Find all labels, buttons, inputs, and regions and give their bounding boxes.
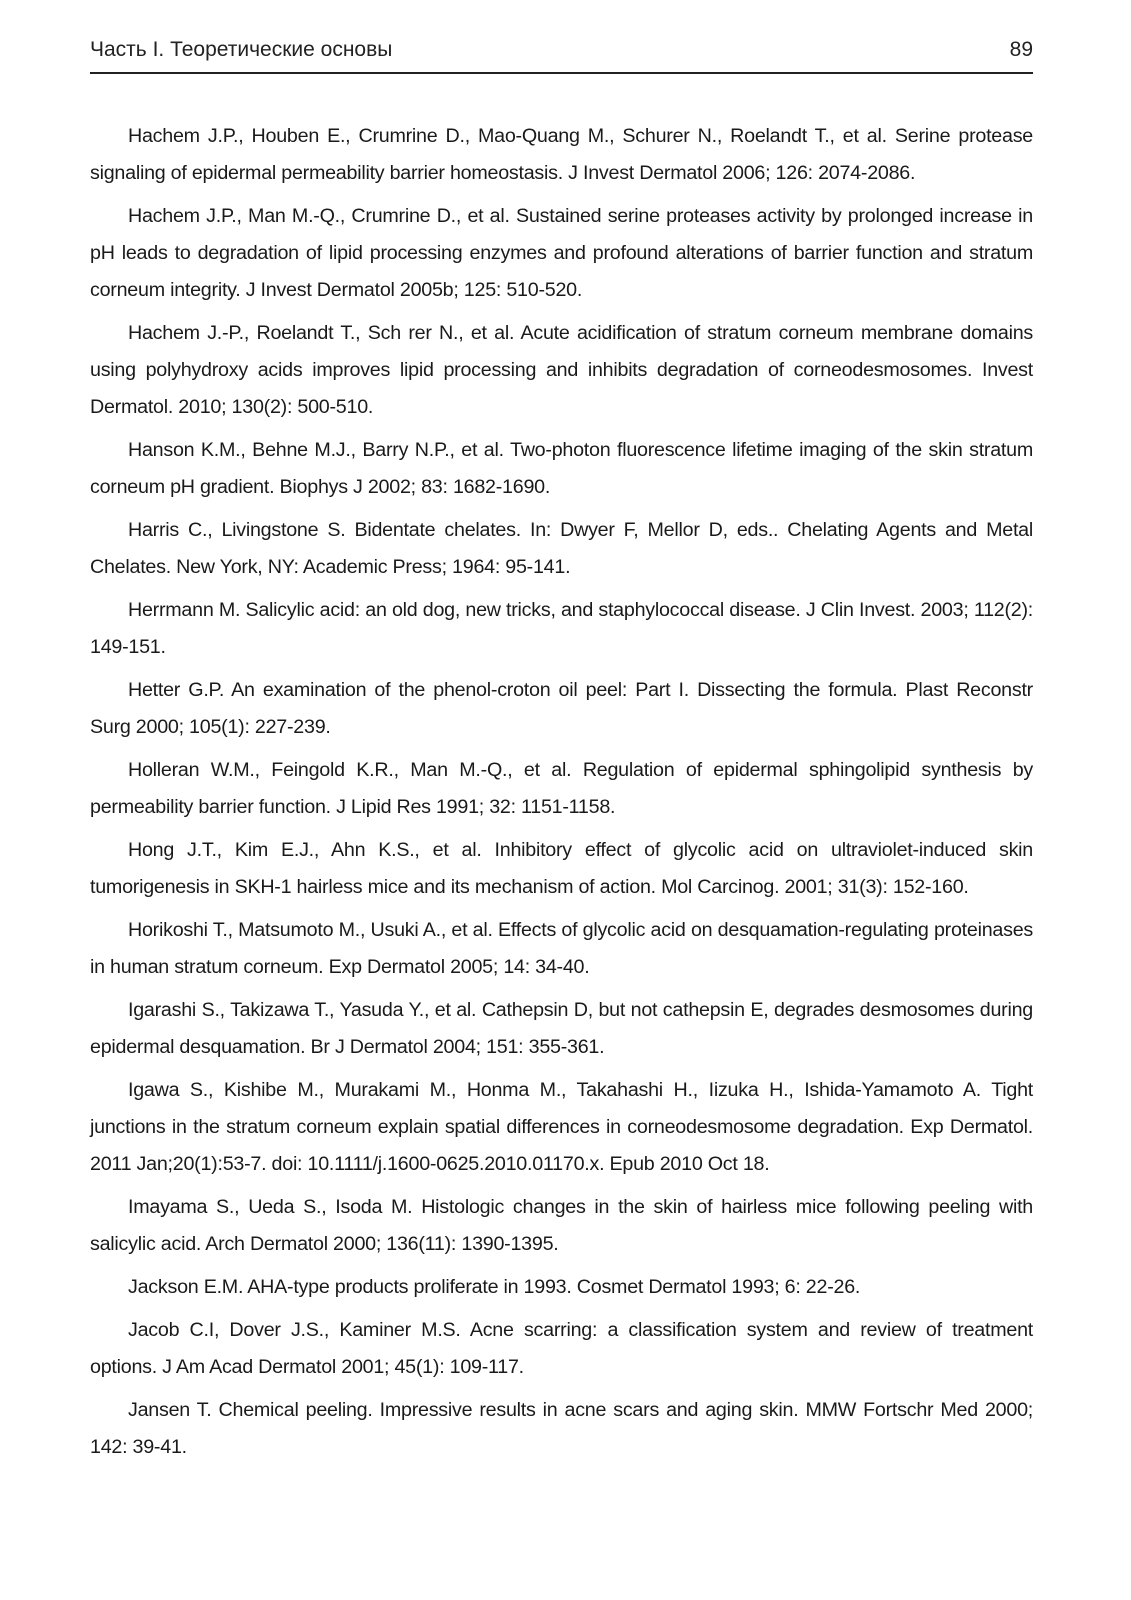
reference-list [90, 118, 1033, 1472]
reference-item: Imayama S., Ueda S., Isoda M. Histologic changes in the skin of hairless mice following peeling with salicylic acid. Arch Dermatol 2000; 136(11): 1390-1395. [90, 1196, 1033, 1255]
header-rule [90, 72, 1033, 74]
reference-item: Harris C., Livingstone S. Bidentate chelates. In: Dwyer F, Mellor D, eds.. Chelating Agents and Metal Chelates. New York, NY: Academic Press; 1964: 95-141. [90, 519, 1033, 578]
reference-item: Jansen T. Chemical peeling. Impressive results in acne scars and aging skin. MMW Fortschr Med 2000; 142: 39-41. [90, 1399, 1033, 1458]
section-title: Часть I. Теоретические основы [90, 38, 393, 61]
reference-item: Hanson K.M., Behne M.J., Barry N.P., et al. Two-photon fluorescence lifetime imaging of the skin stratum corneum pH gradient. Biophys J 2002; 83: 1682-1690. [90, 439, 1033, 498]
reference-item: Horikoshi T., Matsumoto M., Usuki A., et al. Effects of glycolic acid on desquamation-regulating proteinases in human stratum corneum. Exp Dermatol 2005; 14: 34-40. [90, 919, 1033, 978]
reference-item: Jacob C.I, Dover J.S., Kaminer M.S. Acne scarring: a classification system and review of treatment options. J Am Acad Dermatol 2001; 45(1): 109-117. [90, 1319, 1033, 1378]
reference-item: Holleran W.M., Feingold K.R., Man M.-Q., et al. Regulation of epidermal sphingolipid synthesis by permeability barrier function. J Lipid Res 1991; 32: 1151-1158. [90, 759, 1033, 818]
page-number: 89 [1009, 38, 1033, 61]
reference-item: Jackson E.M. AHA-type products proliferate in 1993. Cosmet Dermatol 1993; 6: 22-26. [128, 1276, 861, 1298]
reference-item: Hetter G.P. An examination of the phenol-croton oil peel: Part I. Dissecting the formula. Plast Reconstr Surg 2000; 105(1): 227-239. [90, 679, 1033, 738]
reference-item: Hachem J.P., Houben E., Crumrine D., Mao-Quang M., Schurer N., Roelandt T., et al. Serine protease signaling of epidermal permeability barrier homeostasis. J Invest Dermatol 2006; 126: 2074-2086. [90, 125, 1033, 184]
reference-item: Igawa S., Kishibe M., Murakami M., Honma M., Takahashi H., Iizuka H., Ishida-Yamamoto A. Tight junctions in the stratum corneum explain spatial differences in corneodesmosome degradation. Exp Dermatol. 2011 Jan;20(1):53-7. doi: 10.1111/j.1600-0625.2010.01170.x. Epub 2010 Oct 18. [90, 1079, 1033, 1175]
running-header [90, 30, 1033, 70]
reference-item: Hong J.T., Kim E.J., Ahn K.S., et al. Inhibitory effect of glycolic acid on ultraviolet-induced skin tumorigenesis in SKH-1 hairless mice and its mechanism of action. Mol Carcinog. 2001; 31(3): 152-160. [90, 839, 1033, 898]
reference-item: Hachem J.P., Man M.-Q., Crumrine D., et al. Sustained serine proteases activity by prolonged increase in pH leads to degradation of lipid processing enzymes and profound alterations of barrier function and stratum corneum integrity. J Invest Dermatol 2005b; 125: 510-520. [90, 205, 1033, 301]
reference-item: Hachem J.-P., Roelandt T., Sch rer N., et al. Acute acidification of stratum corneum membrane domains using polyhydroxy acids improves lipid processing and inhibits degradation of corneodesmosomes. Invest Dermatol. 2010; 130(2): 500-510. [90, 322, 1033, 418]
reference-item: Herrmann M. Salicylic acid: an old dog, new tricks, and staphylococcal disease. J Clin Invest. 2003; 112(2): 149-151. [90, 599, 1033, 658]
reference-item: Igarashi S., Takizawa T., Yasuda Y., et al. Cathepsin D, but not cathepsin E, degrades desmosomes during epidermal desquamation. Br J Dermatol 2004; 151: 355-361. [90, 999, 1033, 1058]
